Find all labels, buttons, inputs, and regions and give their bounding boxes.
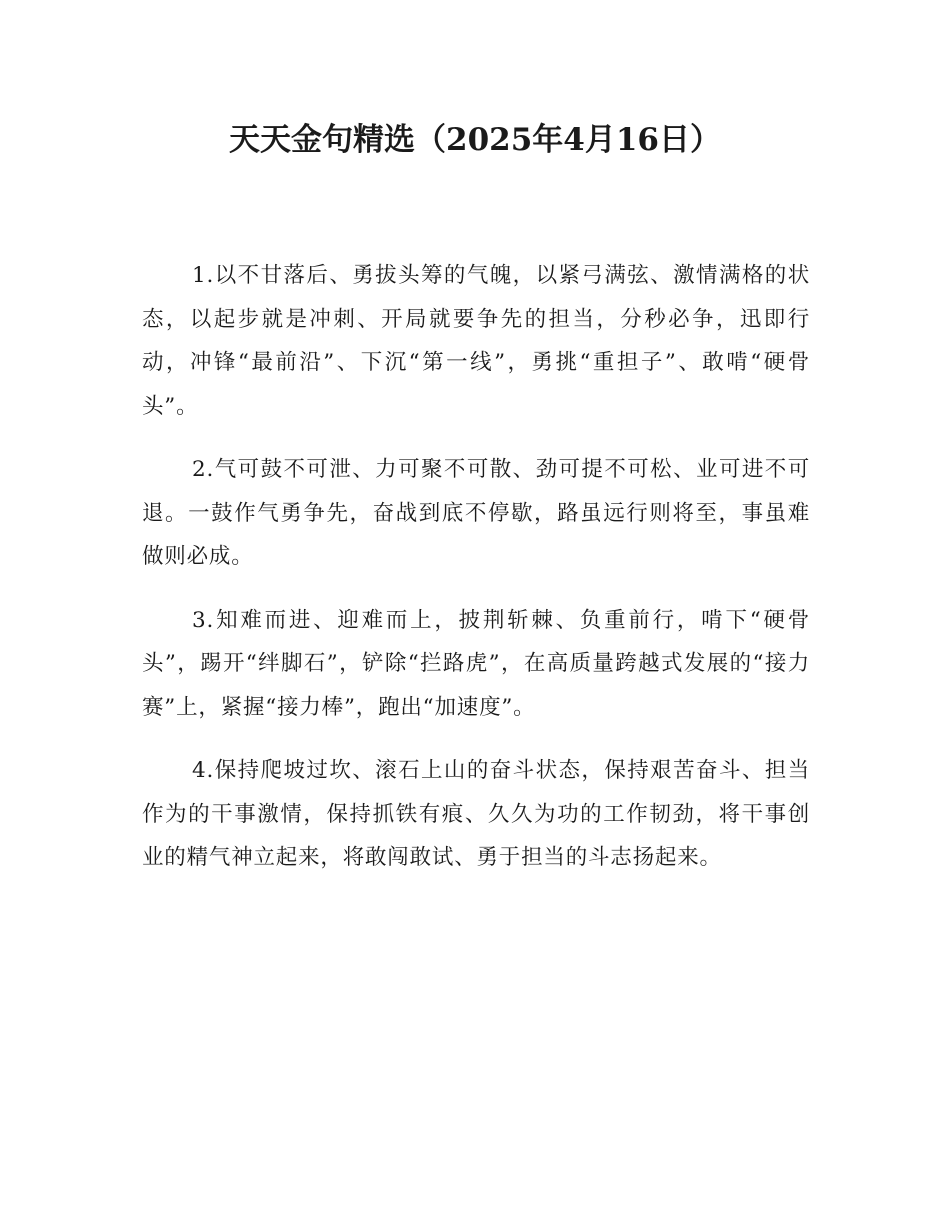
paragraph-1: 1.以不甘落后、勇拔头筹的气魄，以紧弓满弦、激情满格的状态，以起步就是冲刺、开局就要争先的担当，分秒必争，迅即行动，冲锋“最前沿”、下沉“第一线”，勇挑“重担子”、敢啃“硬骨头”。 (142, 263, 810, 419)
paragraph-4: 4.保持爬坡过坎、滚石上山的奋斗状态，保持艰苦奋斗、担当作为的干事激情，保持抓铁有痕、久久为功的工作韧劲，将干事创业的精气神立起来，将敢闯敢试、勇于担当的斗志扬起来。 (142, 758, 810, 870)
document-body (142, 254, 810, 900)
document-title: 天天金句精选（2025年4月16日） (229, 122, 721, 158)
paragraph-2: 2.气可鼓不可泄、力可聚不可散、劲可提不可松、业可进不可退。一鼓作气勇争先，奋战到底不停歇，路虽远行则将至，事虽难做则必成。 (142, 457, 810, 569)
paragraph-3: 3.知难而进、迎难而上，披荆斩棘、负重前行，啃下“硬骨头”，踢开“绊脚石”，铲除“拦路虎”，在高质量跨越式发展的“接力赛”上，紧握“接力棒”，跑出“加速度”。 (142, 607, 810, 720)
